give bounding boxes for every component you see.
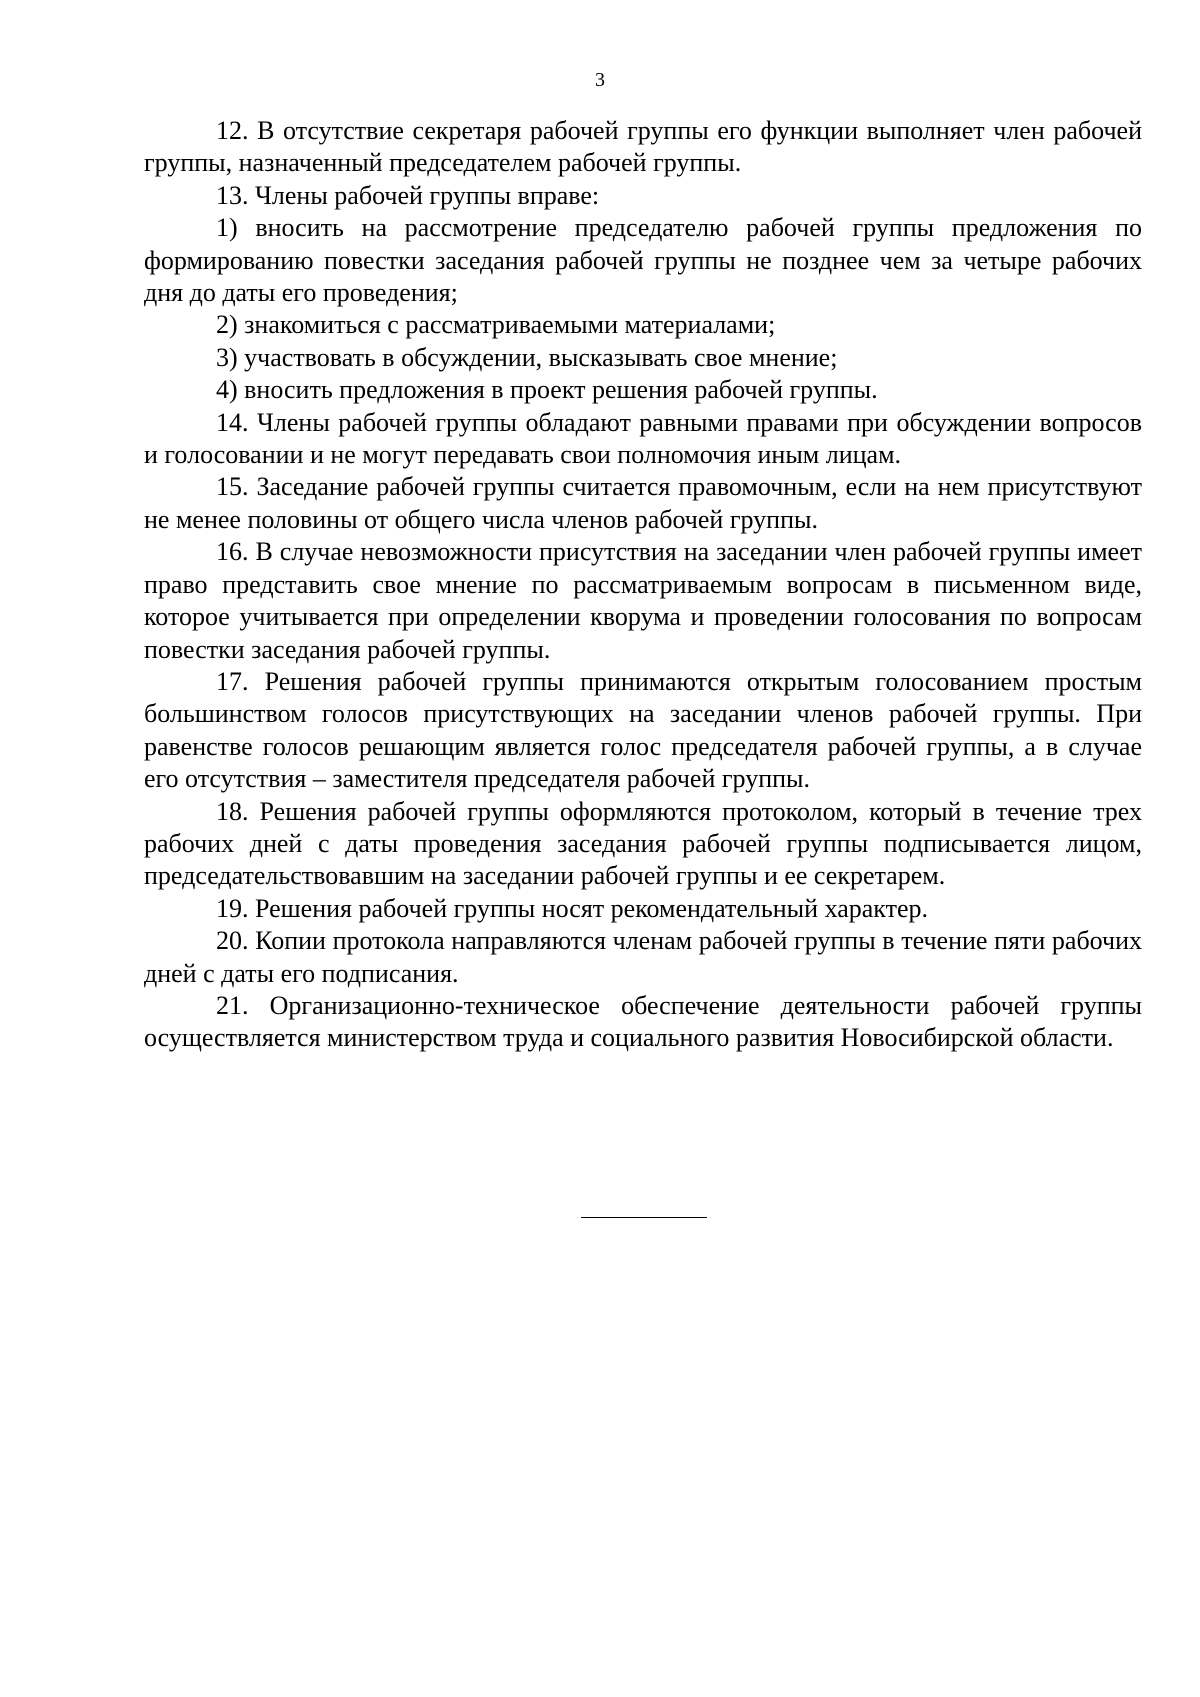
paragraph-12: 12. В отсутствие секретаря рабочей группы его функции выполняет член рабочей группы, назначенный председателем рабочей группы.: [144, 116, 1142, 178]
paragraph-17: 17. Решения рабочей группы принимаются открытым голосованием простым большинством голосов присутствующих на заседании членов рабочей группы. При равенстве голосов решающим является голос председателя рабочей группы, а в случае его отсутствия – заместителя председателя рабочей группы.: [144, 666, 1142, 794]
paragraph-13: 13. Члены рабочей группы вправе:: [216, 180, 600, 210]
paragraph-18: 18. Решения рабочей группы оформляются протоколом, который в течение трех рабочих дней с даты проведения заседания рабочей группы подписывается лицом, председательствовавшим на заседании рабочей группы и ее секретарем.: [144, 796, 1142, 891]
paragraph-14: 14. Члены рабочей группы обладают равными правами при обсуждении вопросов и голосовании и не могут передавать свои полномочия иным лицам.: [144, 407, 1142, 470]
paragraph-13-item-3: 3) участвовать в обсуждении, высказывать свое мнение;: [216, 342, 838, 372]
page-number: 3: [595, 69, 605, 91]
paragraph-13-item-2: 2) знакомиться с рассматриваемыми материалами;: [216, 310, 776, 340]
paragraph-13-item-4: 4) вносить предложения в проект решения рабочей группы.: [216, 375, 878, 405]
paragraph-16: 16. В случае невозможности присутствия на заседании член рабочей группы имеет право представить свое мнение по рассматриваемым вопросам в письменном виде, которое учитывается при определении кворума и проведении голосования по вопросам повестки заседания рабочей группы.: [144, 537, 1142, 664]
paragraph-13-item-1: 1) вносить на рассмотрение председателю рабочей группы предложения по формированию повестки заседания рабочей группы не позднее чем за четыре рабочих дня до даты его проведения;: [144, 213, 1142, 308]
paragraph-15: 15. Заседание рабочей группы считается правомочным, если на нем присутствуют не менее половины от общего числа членов рабочей группы.: [144, 472, 1142, 534]
paragraph-19: 19. Решения рабочей группы носят рекомендательный характер.: [216, 893, 928, 923]
paragraph-21: 21. Организационно-техническое обеспечение деятельности рабочей группы осуществляется министерством труда и социального развития Новосибирской области.: [144, 990, 1142, 1053]
end-of-document-rule: [581, 1217, 707, 1218]
document-body: [144, 115, 1142, 1055]
paragraph-20: 20. Копии протокола направляются членам рабочей группы в течение пяти рабочих дней с даты его подписания.: [144, 926, 1142, 988]
